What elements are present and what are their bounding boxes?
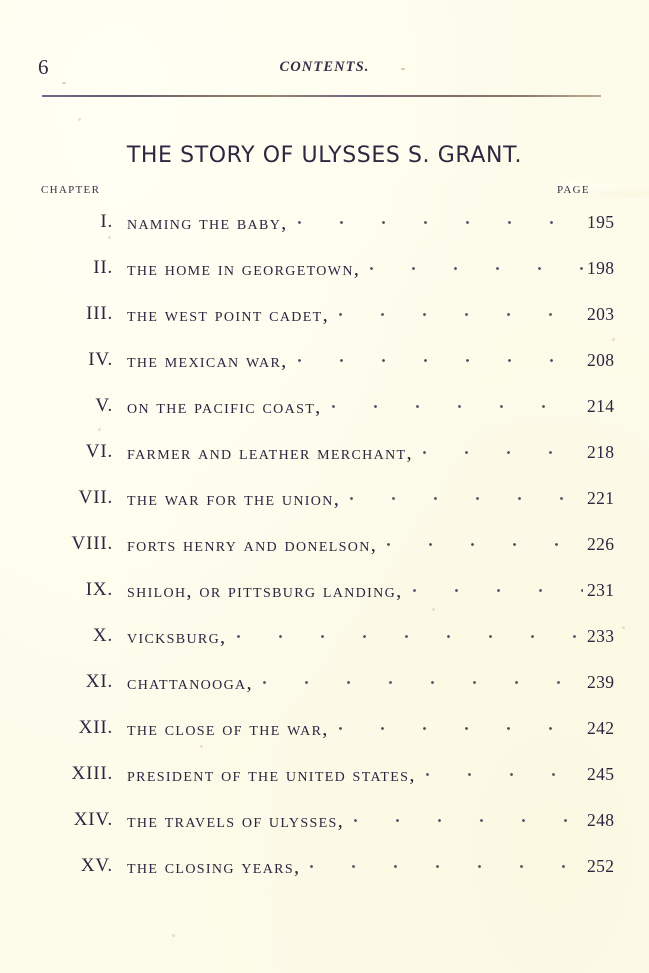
- toc-entry-title[interactable]: chattanooga,: [127, 672, 253, 694]
- toc-chapter-numeral: XII.: [78, 717, 113, 738]
- toc-entry-title[interactable]: vicksburg,: [127, 626, 227, 648]
- toc-chapter-numeral: XI.: [85, 671, 113, 692]
- toc-leader-dots: [310, 853, 583, 873]
- column-header-page: PAGE: [557, 183, 649, 197]
- toc-row[interactable]: [0, 199, 649, 245]
- toc-entry-title[interactable]: president of the united states,: [127, 764, 416, 786]
- toc-page-number[interactable]: 214: [587, 395, 615, 416]
- toc-leader-dots: [426, 761, 583, 781]
- toc-page-number[interactable]: 198: [587, 257, 615, 278]
- toc-row[interactable]: [0, 475, 649, 521]
- paper-speck: [432, 608, 435, 611]
- toc-entry: [127, 669, 583, 695]
- toc-entry: [127, 393, 583, 419]
- toc-entry-title[interactable]: naming the baby,: [127, 212, 288, 234]
- toc-row[interactable]: [0, 843, 649, 889]
- toc-entry: [127, 485, 583, 511]
- toc-row[interactable]: [0, 383, 649, 429]
- toc-entry-title[interactable]: the home in georgetown,: [127, 258, 361, 280]
- paper-speck: [78, 118, 81, 121]
- running-head: [0, 52, 649, 82]
- toc-row[interactable]: [0, 705, 649, 751]
- toc-entry: [127, 301, 583, 327]
- paper-speck: [98, 428, 101, 431]
- toc-row[interactable]: [0, 751, 649, 797]
- toc-page-number[interactable]: 208: [587, 349, 615, 370]
- toc-entry: [127, 531, 583, 557]
- toc-entry-title[interactable]: forts henry and donelson,: [127, 534, 378, 556]
- toc-entry: [127, 853, 583, 879]
- paper-speck: [200, 745, 203, 748]
- toc-entry: [127, 623, 583, 649]
- toc-entry-title[interactable]: the closing years,: [127, 856, 301, 878]
- folio-number: 6: [38, 55, 49, 79]
- page-title: THE STORY OF ULYSSES S. GRANT.: [126, 143, 523, 168]
- toc-page-number[interactable]: 245: [587, 763, 615, 784]
- toc-entry: [127, 761, 583, 787]
- toc-chapter-numeral: IV.: [88, 349, 113, 370]
- toc-row[interactable]: [0, 245, 649, 291]
- toc-leader-dots: [350, 485, 583, 505]
- toc-entry-title[interactable]: farmer and leather merchant,: [127, 442, 413, 464]
- toc-page-number[interactable]: 252: [587, 855, 615, 876]
- toc-row[interactable]: [0, 567, 649, 613]
- toc-entry-title[interactable]: the west point cadet,: [127, 304, 330, 326]
- toc-entry: [127, 347, 583, 373]
- paper-speck: [612, 338, 615, 341]
- toc-entry-title[interactable]: on the pacific coast,: [127, 396, 322, 418]
- toc-leader-dots: [423, 439, 583, 459]
- toc-chapter-numeral: VI.: [85, 441, 113, 462]
- paper-speck: [401, 68, 405, 70]
- toc-entry-title[interactable]: the travels of ulysses,: [127, 810, 345, 832]
- toc-chapter-numeral: XV.: [80, 855, 113, 876]
- toc-page-number[interactable]: 248: [587, 809, 615, 830]
- toc-chapter-numeral: XIII.: [71, 763, 113, 784]
- toc-leader-dots: [339, 715, 583, 735]
- toc-page-number[interactable]: 195: [587, 211, 615, 232]
- toc-chapter-numeral: IX.: [85, 579, 113, 600]
- toc-entry: [127, 439, 583, 465]
- toc-page-number[interactable]: 239: [587, 671, 615, 692]
- toc-entry: [127, 577, 583, 603]
- toc-row[interactable]: [0, 613, 649, 659]
- toc-chapter-numeral: V.: [95, 395, 113, 416]
- toc-page-number[interactable]: 203: [587, 303, 615, 324]
- paper-speck: [108, 236, 111, 239]
- toc-page-number[interactable]: 231: [587, 579, 615, 600]
- toc-entry-title[interactable]: shiloh, or pittsburg landing,: [127, 580, 403, 602]
- toc-entry-title[interactable]: the mexican war,: [127, 350, 288, 372]
- table-of-contents: [0, 199, 649, 889]
- toc-entry: [127, 715, 583, 741]
- paper-speck: [62, 82, 66, 84]
- toc-page-number[interactable]: 242: [587, 717, 615, 738]
- toc-row[interactable]: [0, 429, 649, 475]
- toc-leader-dots: [370, 255, 583, 275]
- toc-row[interactable]: [0, 521, 649, 567]
- toc-leader-dots: [263, 669, 583, 689]
- toc-entry: [127, 807, 583, 833]
- toc-entry: [127, 209, 583, 235]
- toc-leader-dots: [298, 347, 583, 367]
- toc-page-number[interactable]: 218: [587, 441, 615, 462]
- toc-entry: [127, 255, 583, 281]
- toc-row[interactable]: [0, 291, 649, 337]
- paper-speck: [622, 626, 625, 629]
- toc-leader-dots: [354, 807, 583, 827]
- running-head-title: CONTENTS.: [279, 59, 370, 75]
- toc-leader-dots: [237, 623, 583, 643]
- paper-speck: [172, 934, 175, 937]
- toc-chapter-numeral: I.: [100, 211, 113, 232]
- toc-chapter-numeral: XIV.: [73, 809, 113, 830]
- toc-chapter-numeral: VII.: [78, 487, 113, 508]
- toc-leader-dots: [332, 393, 583, 413]
- toc-chapter-numeral: X.: [92, 625, 113, 646]
- toc-row[interactable]: [0, 659, 649, 705]
- toc-entry-title[interactable]: the close of the war,: [127, 718, 329, 740]
- toc-chapter-numeral: VIII.: [71, 533, 113, 554]
- toc-leader-dots: [413, 577, 583, 597]
- toc-entry-title[interactable]: the war for the union,: [127, 488, 341, 510]
- toc-row[interactable]: [0, 337, 649, 383]
- toc-leader-dots: [298, 209, 583, 229]
- toc-page-number[interactable]: 233: [587, 625, 615, 646]
- toc-page-number[interactable]: 226: [587, 533, 615, 554]
- toc-page-number[interactable]: 221: [587, 487, 615, 508]
- toc-leader-dots: [339, 301, 583, 321]
- toc-chapter-numeral: II.: [93, 257, 113, 278]
- toc-row[interactable]: [0, 797, 649, 843]
- header-divider-rule: [42, 95, 601, 97]
- column-header-chapter: CHAPTER: [41, 184, 101, 196]
- toc-leader-dots: [387, 531, 583, 551]
- toc-chapter-numeral: III.: [86, 303, 113, 324]
